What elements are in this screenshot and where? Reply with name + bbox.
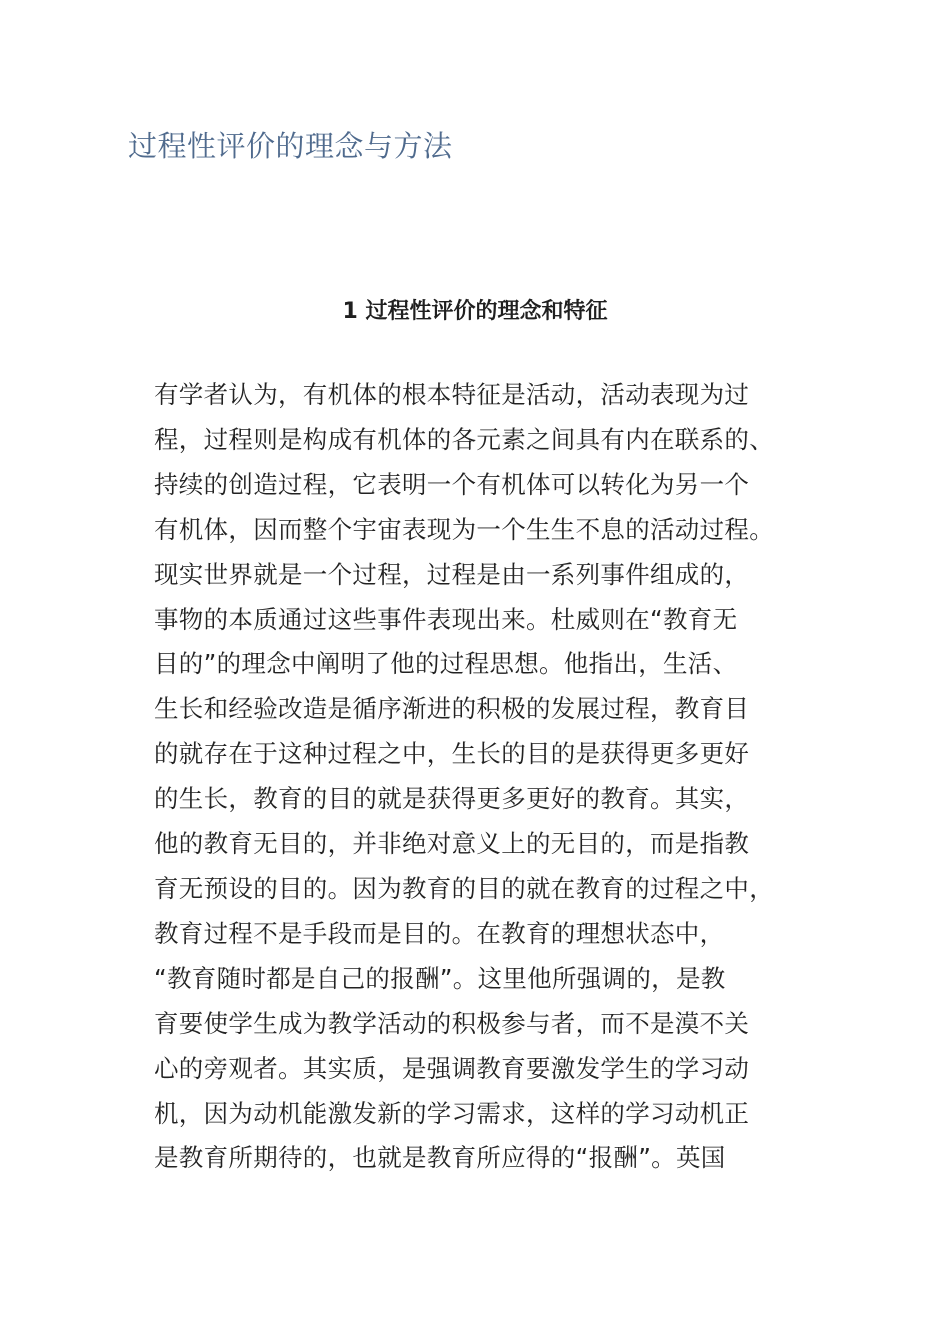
document-title: 过程性评价的理念与方法: [128, 129, 453, 163]
body-line: 的就存在于这种过程之中，生长的目的是获得更多更好: [154, 739, 750, 769]
body-line: 育无预设的目的。因为教育的目的就在教育的过程之中，: [154, 873, 774, 903]
body-line: 有机体，因而整个宇宙表现为一个生生不息的活动过程。: [154, 514, 774, 544]
body-line: 的生长，教育的目的就是获得更多更好的教育。其实，: [154, 784, 750, 814]
body-line: 目的”的理念中阐明了他的过程思想。他指出，生活、: [154, 649, 738, 679]
body-line: 持续的创造过程，它表明一个有机体可以转化为另一个: [154, 469, 750, 499]
body-line: 他的教育无目的，并非绝对意义上的无目的，而是指教: [154, 829, 750, 859]
body-line: 是教育所期待的，也就是教育所应得的“报酬”。英国: [154, 1143, 726, 1173]
body-line: 事物的本质通过这些事件表现出来。杜威则在“教育无: [154, 604, 738, 634]
body-line: 教育过程不是手段而是目的。在教育的理想状态中，: [154, 918, 725, 948]
body-line: 心的旁观者。其实质，是强调教育要激发学生的学习动: [154, 1053, 750, 1083]
section-heading: 1 过程性评价的理念和特征: [342, 299, 608, 324]
body-line: 育要使学生成为教学活动的积极参与者，而不是漠不关: [154, 1008, 750, 1038]
body-line: 有学者认为，有机体的根本特征是活动，活动表现为过: [154, 380, 750, 409]
body-paragraph: [154, 373, 814, 1181]
body-line: 生长和经验改造是循序渐进的积极的发展过程，教育目: [154, 694, 750, 724]
body-line: 现实世界就是一个过程，过程是由一系列事件组成的，: [154, 559, 750, 589]
body-line: 机，因为动机能激发新的学习需求，这样的学习动机正: [154, 1098, 750, 1128]
body-line: “教育随时都是自己的报酬”。这里他所强调的，是教: [154, 963, 726, 993]
body-line: 程，过程则是构成有机体的各元素之间具有内在联系的、: [154, 424, 774, 454]
